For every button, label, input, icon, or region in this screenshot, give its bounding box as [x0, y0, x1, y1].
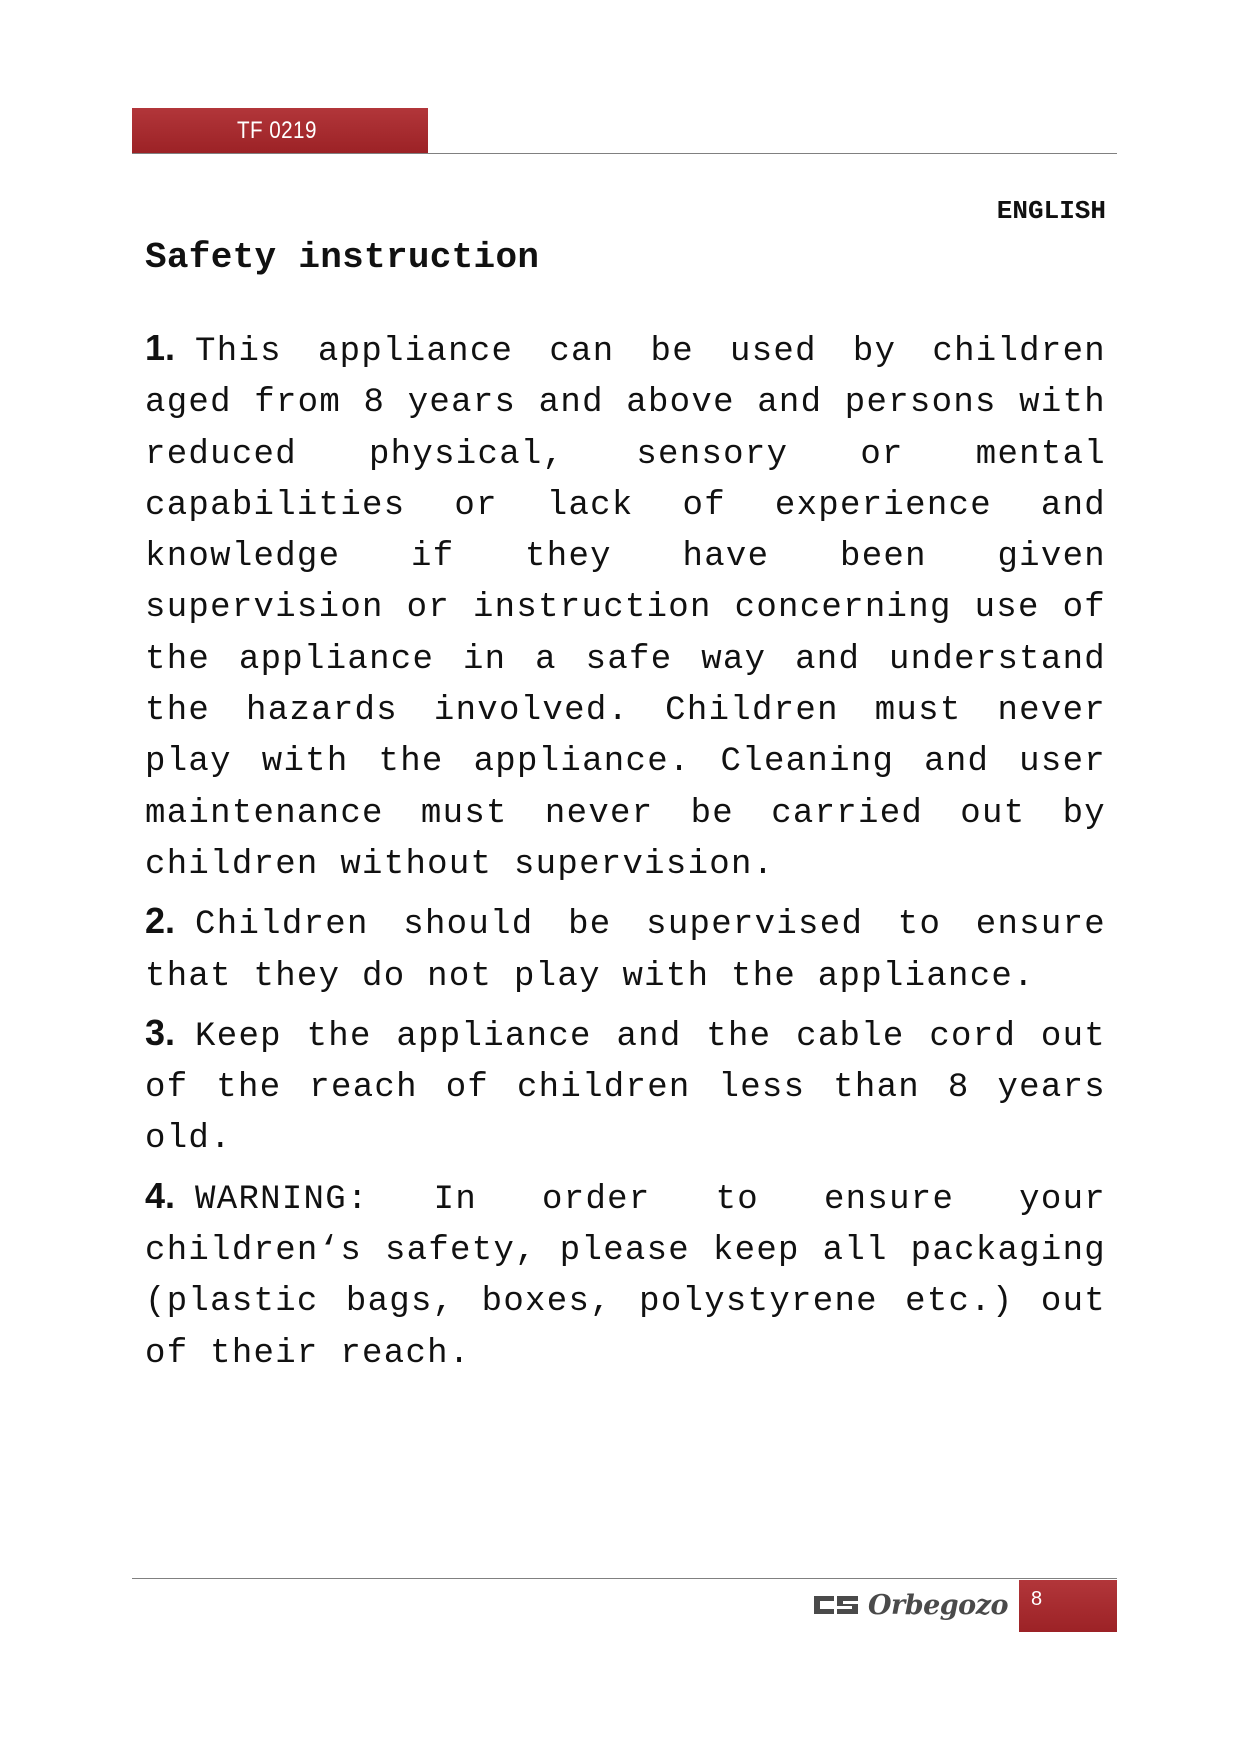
instruction-number: 3.: [145, 1011, 176, 1053]
instruction-text: WARNING: In order to ensure your children‘s safety, please keep all packaging (plastic bags, boxes, polystyrene etc.) out of their reach.: [145, 1180, 1106, 1373]
page-number-box: [1019, 1580, 1117, 1632]
instruction-text: This appliance can be used by children aged from 8 years and above and persons with reduced physical, sensory or mental capabilities or lack of experience and knowledge if they have been given supervision or instruction concerning use of the appliance in a safe way and understand the hazards involved. Children must never play with the appliance. Cleaning and user maintenance must never be carried out by children without supervision.: [145, 333, 1106, 884]
page-title: Safety instruction: [145, 237, 540, 278]
instruction-item: [145, 1170, 1106, 1380]
instruction-item: [145, 322, 1106, 891]
instruction-number: 1.: [145, 327, 176, 368]
instruction-number: 4.: [145, 1174, 176, 1216]
safety-instructions-list: [145, 322, 1106, 1384]
instruction-text: Children should be supervised to ensure that they do not play with the appliance.: [145, 906, 1106, 996]
brand-logo: [814, 1589, 1010, 1621]
instruction-item: [145, 1007, 1106, 1166]
brand-name: Orbegozo: [868, 1589, 1009, 1621]
instruction-number: 2.: [145, 900, 176, 942]
model-number: TF 0219: [237, 117, 317, 144]
header-model-tab: [132, 108, 428, 153]
brand-mark-icon: [814, 1593, 858, 1617]
page-number: 8: [1031, 1588, 1043, 1610]
footer-divider: [132, 1578, 1117, 1579]
language-label: ENGLISH: [996, 196, 1106, 226]
header-divider: [132, 153, 1117, 154]
instruction-item: [145, 895, 1106, 1003]
instruction-text: Keep the appliance and the cable cord out of the reach of children less than 8 years old.: [145, 1017, 1106, 1159]
